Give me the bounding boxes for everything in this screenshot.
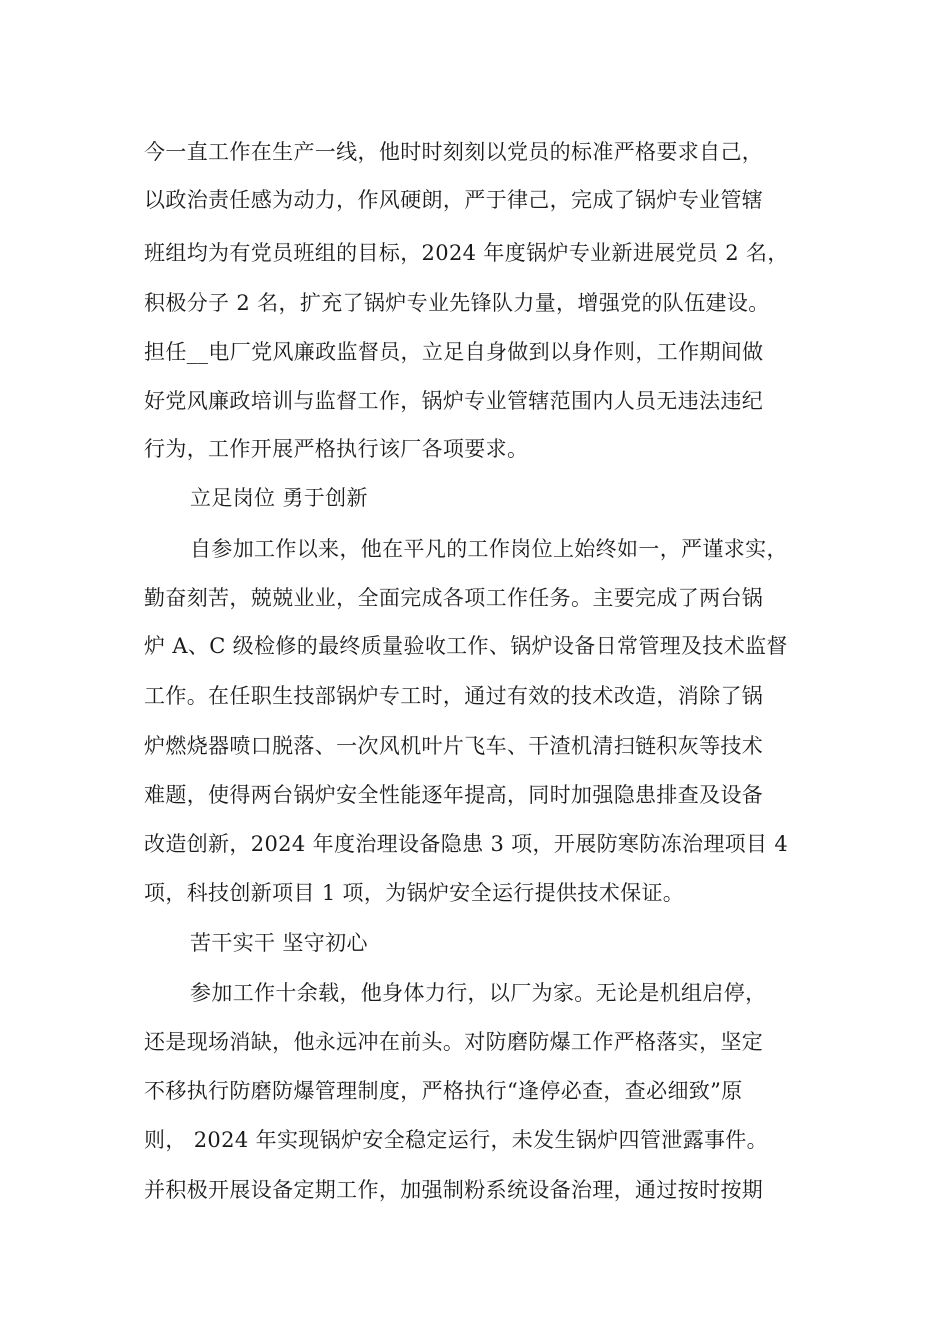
body-line: 行为，工作开展严格执行该厂各项要求。 — [144, 437, 529, 461]
body-line: 自参加工作以来，他在平凡的工作岗位上始终如一，严谨求实， — [190, 537, 788, 561]
body-line: 改造创新，2024 年度治理设备隐患 3 项，开展防寒防冻治理项目 4 — [144, 832, 789, 856]
body-line: 还是现场消缺，他永远冲在前头。对防磨防爆工作严格落实，坚定 — [144, 1030, 764, 1054]
body-line: 好党风廉政培训与监督工作，锅炉专业管辖范围内人员无违法违纪 — [144, 389, 764, 413]
body-line: 难题，使得两台锅炉安全性能逐年提高，同时加强隐患排查及设备 — [144, 783, 764, 807]
body-line: 炉燃烧器喷口脱落、一次风机叶片飞车、干渣机清扫链积灰等技术 — [144, 734, 764, 758]
body-line: 则， 2024 年实现锅炉安全稳定运行，未发生锅炉四管泄露事件。 — [144, 1128, 768, 1152]
body-line: 参加工作十余载，他身体力行，以厂为家。无论是机组启停， — [190, 981, 767, 1005]
body-line: 以政治责任感为动力，作风硬朗，严于律己，完成了锅炉专业管辖 — [144, 188, 764, 212]
body-line: 今一直工作在生产一线，他时时刻刻以党员的标准严格要求自己， — [144, 140, 764, 164]
body-line: 并积极开展设备定期工作，加强制粉系统设备治理，通过按时按期 — [144, 1178, 764, 1202]
section-heading: 立足岗位 勇于创新 — [190, 486, 368, 510]
body-line: 炉 A、C 级检修的最终质量验收工作、锅炉设备日常管理及技术监督 — [144, 634, 788, 658]
body-line: 项，科技创新项目 1 项，为锅炉安全运行提供技术保证。 — [144, 881, 685, 905]
body-line: 积极分子 2 名，扩充了锅炉专业先锋队力量，增强党的队伍建设。 — [144, 291, 770, 315]
body-line: 班组均为有党员班组的目标，2024 年度锅炉专业新进展党员 2 名， — [144, 241, 789, 265]
body-line: 勤奋刻苦，兢兢业业，全面完成各项工作任务。主要完成了两台锅 — [144, 586, 764, 610]
body-line: 担任__电厂党风廉政监督员，立足自身做到以身作则，工作期间做 — [144, 340, 764, 364]
body-line: 不移执行防磨防爆管理制度，严格执行“逢停必查，查必细致”原 — [144, 1079, 743, 1103]
body-line: 工作。在任职生技部锅炉专工时，通过有效的技术改造，消除了锅 — [144, 684, 764, 708]
section-heading: 苦干实干 坚守初心 — [190, 931, 368, 955]
